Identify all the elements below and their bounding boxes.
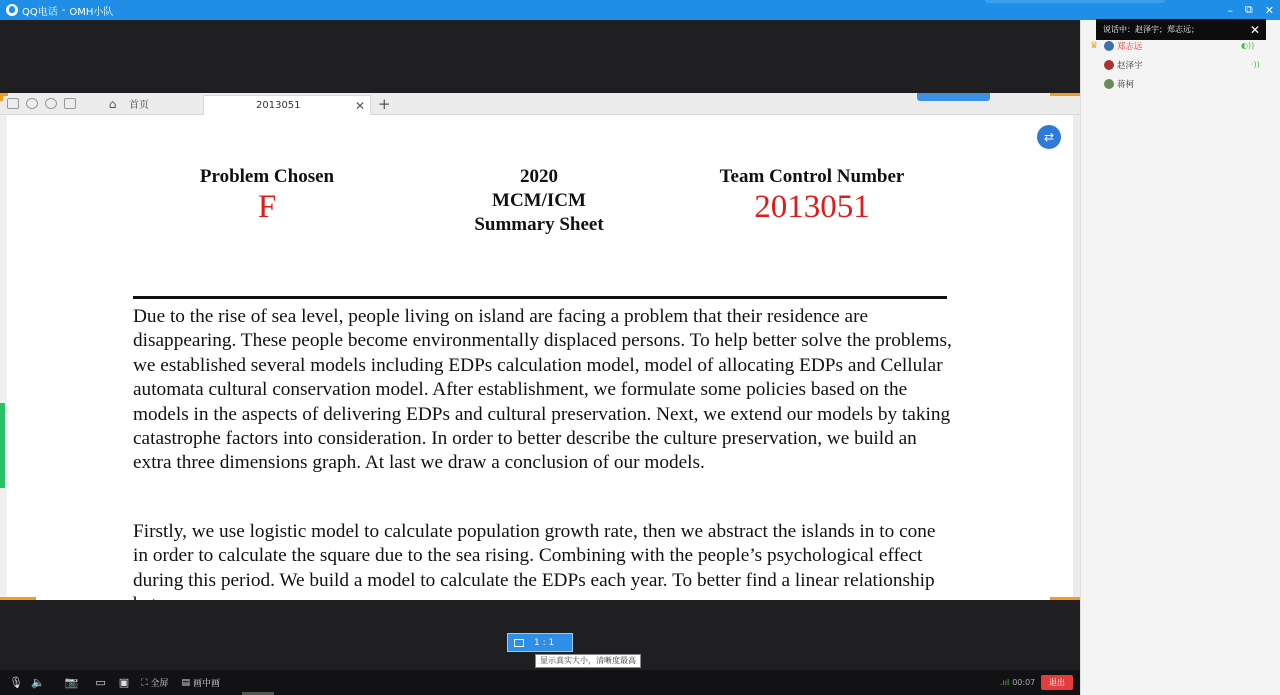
member-name: 蒋柯	[1117, 80, 1135, 90]
shared-screen	[0, 93, 1080, 600]
speaker-icon[interactable]: 🔈	[30, 676, 45, 689]
share-corner-tr	[1050, 93, 1080, 96]
close-button[interactable]: ✕	[1264, 3, 1274, 17]
screen-icon	[514, 639, 524, 647]
member-panel	[1080, 20, 1280, 695]
fullscreen-button[interactable]	[141, 676, 168, 689]
speaking-banner-text: 说话中：赵泽宇；郑志远；	[1103, 25, 1199, 34]
header-rule	[133, 296, 947, 299]
avatar	[1104, 60, 1114, 70]
call-control-bar	[0, 670, 1080, 695]
save-icon[interactable]	[64, 98, 76, 109]
camera-off-icon[interactable]: 📷	[64, 676, 79, 689]
contest-block	[389, 165, 689, 237]
pip-label: 画中画	[193, 679, 221, 689]
window-controls	[1227, 0, 1274, 20]
member-item[interactable]	[1104, 58, 1143, 72]
group-name: OMH小队	[69, 6, 114, 18]
title-strip	[985, 0, 1165, 3]
avatar	[1104, 79, 1114, 89]
team-block	[662, 165, 962, 225]
pip-icon: ▤	[181, 677, 191, 688]
open-folder-icon[interactable]	[7, 98, 19, 109]
fullscreen-label: 全屏	[150, 679, 169, 689]
app-name: QQ电话	[22, 6, 58, 18]
speaking-icon: ·))	[1251, 60, 1260, 69]
member-item[interactable]	[1104, 77, 1134, 91]
new-tab-icon[interactable]: +	[378, 95, 391, 113]
signal-icon: .ııl	[1000, 678, 1010, 687]
contest-name: MCM/ICM	[492, 190, 586, 211]
exit-call-button[interactable]: 退出	[1041, 675, 1073, 690]
share-screen-icon[interactable]: ▭	[95, 676, 106, 689]
undo-icon[interactable]	[26, 98, 38, 109]
translate-icon[interactable]: ⇄	[1037, 125, 1061, 149]
sheet-title: Summary Sheet	[474, 214, 604, 235]
ratio-label: 1 : 1	[534, 637, 555, 648]
team-number: 2013051	[754, 189, 870, 225]
present-icon[interactable]: ▣	[118, 676, 130, 689]
speaking-icon: ◐))	[1241, 41, 1255, 50]
paragraph-2-visible: Firstly, we use logistic model to calculate population growth rate, then we abstract the islands in to cone in order to calculate the square due to the sea rising. Combining with the people’s psychological effect during this period. We build a model to calculate the EDPs each year. To better find a linear relationship	[133, 521, 936, 591]
document-tab-label: 2013051	[256, 100, 301, 111]
problem-letter: F	[257, 189, 277, 225]
share-corner-tl-v	[0, 93, 3, 101]
member-item[interactable]	[1104, 39, 1143, 53]
viewer-badge	[917, 93, 990, 101]
avatar	[1104, 41, 1114, 51]
team-label: Team Control Number	[719, 166, 905, 187]
document-scrollbar[interactable]	[1073, 115, 1080, 600]
banner-close-icon[interactable]: ✕	[1249, 22, 1260, 37]
restore-button[interactable]: ⧉	[1244, 3, 1253, 16]
qq-logo-icon	[6, 4, 18, 16]
side-handle[interactable]	[0, 403, 5, 488]
fullscreen-icon: ⛶	[141, 677, 148, 688]
summary-paragraph-1: Due to the rise of sea level, people living on island are facing a problem that their residence are disappearing. These people become environmentally displaced persons. To help better solve the problems, we established several models including EDPs calculation model, model of allocating EDPs and Cellular automata cultural conservation model. After establishment, we formulate some policies based on the models in the aspects of delivering EDPs and cultural preservation. Next, we extend our models by taking catastrophe factors into consideration. In order to better describe the culture preservation, we build an extra three dimensions graph. At last we draw a conclusion of our models.	[133, 306, 952, 474]
contest-year: 2020	[520, 166, 558, 187]
microphone-icon[interactable]: 🎙	[9, 676, 23, 689]
title-separator: -	[61, 4, 66, 16]
speaking-banner	[1096, 19, 1266, 40]
self-icon: ♛	[1090, 41, 1099, 51]
home-tab-label[interactable]: 首页	[129, 100, 149, 111]
redo-icon[interactable]	[45, 98, 57, 109]
pip-button[interactable]	[182, 676, 221, 689]
problem-chosen-label: Problem Chosen	[199, 166, 335, 187]
actual-size-button[interactable]	[507, 633, 573, 652]
doc-viewer-toolbar	[0, 93, 1080, 115]
call-duration: 00:07	[1012, 678, 1036, 687]
document-tab[interactable]	[203, 95, 371, 115]
tab-close-icon[interactable]: ✕	[354, 98, 365, 113]
member-name: 赵泽宇	[1117, 61, 1143, 71]
minimize-button[interactable]: –	[1227, 3, 1233, 17]
video-area-top	[0, 20, 1080, 93]
window-titlebar	[0, 0, 1280, 20]
problem-chosen-block	[117, 165, 417, 225]
call-status	[1000, 670, 1035, 695]
home-icon[interactable]: ⌂	[108, 96, 117, 111]
member-name: 郑志远	[1117, 42, 1143, 52]
document-page	[7, 115, 1073, 600]
ratio-tooltip: 显示真实大小，清晰度最高	[535, 654, 641, 668]
